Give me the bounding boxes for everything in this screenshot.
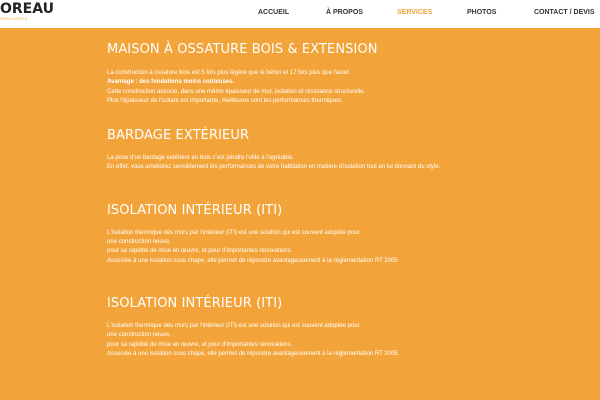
section-text: Associée à une isolation sous chape, elle permet de répondre avantageusement à la réglementation RT 2005 . (107, 257, 401, 264)
section-text: L'isolation thermique des murs par l'intérieur (ITI) est une solution qui est souvent adoptée pour une construction neuve, (107, 322, 360, 339)
section-text: Plus l'épaisseur de l'isolant est importante, meilleures sont les performances thermiques. (107, 97, 343, 104)
brand-tagline: MENUISERIE (0, 17, 28, 21)
nav-item-services[interactable]: SERVICES (397, 9, 433, 16)
section-text: Associée à une isolation sous chape, elle permet de répondre avantageusement à la réglementation RT 2005. (107, 350, 400, 357)
nav-item-photos[interactable]: PHOTOS (467, 9, 497, 16)
service-section-ossature (107, 41, 487, 106)
section-text: Cette construction associe, dans une même épaisseur de mur, isolation et résistance structurelle. (107, 88, 366, 95)
section-text: En effet, vous améliorez sensiblement les performances de votre habitation en matière d'isolation tout en lui donnant du style. (107, 164, 441, 171)
service-section-isolation-1 (107, 202, 487, 266)
section-title: BARDAGE EXTÉRIEUR (107, 128, 250, 144)
services-content (107, 40, 487, 359)
brand-logo[interactable] (0, 2, 54, 22)
section-text: L'isolation thermique des murs par l'intérieur (ITI) est une solution qui est souvent adoptée pour une construction neuve, (107, 229, 360, 246)
service-section-isolation-2 (107, 295, 487, 359)
brand-name: OREAU (0, 1, 55, 17)
nav-item-contact-devis[interactable]: CONTACT / DEVIS (534, 9, 595, 16)
section-title: ISOLATION INTÉRIEUR (ITI) (107, 202, 283, 218)
nav-item-accueil[interactable]: ACCUEIL (258, 9, 290, 16)
section-text: pour sa rapidité de mise en œuvre, et pour d'importantes rénovations. (107, 248, 293, 255)
site-header (0, 0, 600, 28)
section-title: MAISON À OSSATURE BOIS & EXTENSION (107, 42, 378, 57)
section-title: ISOLATION INTÉRIEUR (ITI) (107, 295, 283, 311)
section-text: La construction à ossature bois est 5 fois plus légère que le béton et 17 fois plus que l'acier. (107, 70, 351, 76)
section-text: La pose d'un bardage extérieur en bois c'est joindre l'utile à l'agréable. (107, 155, 294, 162)
section-text-emphasis: Avantage : des fondations moins coûteuses. (107, 79, 235, 86)
service-section-bardage (107, 127, 487, 173)
nav-item-a-propos[interactable]: À PROPOS (326, 9, 363, 16)
section-text: pour sa rapidité de mise en œuvre, et pour d'importantes rénovations. (107, 341, 293, 348)
